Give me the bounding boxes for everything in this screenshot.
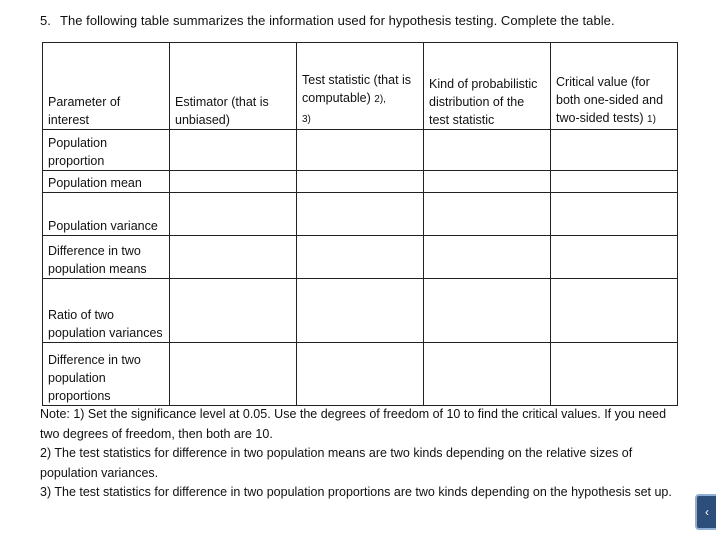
question-number: 5.: [40, 13, 51, 28]
table-row: [43, 171, 678, 193]
empty-cell[interactable]: [297, 343, 424, 406]
table-row: [43, 343, 678, 406]
row-label: Population proportion: [43, 130, 170, 171]
empty-cell[interactable]: [297, 279, 424, 343]
corner-nav-icon: ‹: [705, 505, 709, 519]
header-critical-value: Critical value (for both one-sided and two-sided tests) 1): [551, 43, 678, 130]
empty-cell[interactable]: [424, 236, 551, 279]
header-parameter: Parameter of interest: [43, 43, 170, 130]
empty-cell[interactable]: [424, 130, 551, 171]
notes-section: [40, 405, 680, 503]
empty-cell[interactable]: [170, 130, 297, 171]
row-label: Difference in two population proportions: [43, 343, 170, 406]
empty-cell[interactable]: [297, 236, 424, 279]
footnote-ref-1: 1): [647, 114, 656, 125]
empty-cell[interactable]: [170, 279, 297, 343]
empty-cell[interactable]: [170, 171, 297, 193]
empty-cell[interactable]: [297, 130, 424, 171]
hypothesis-table: [42, 42, 678, 406]
row-label: Population variance: [43, 193, 170, 236]
empty-cell[interactable]: [551, 171, 678, 193]
question-heading: [40, 13, 615, 28]
table-row: [43, 236, 678, 279]
empty-cell[interactable]: [297, 193, 424, 236]
row-label: Ratio of two population variances: [43, 279, 170, 343]
note-2: 2) The test statistics for difference in two population means are two kinds depending on the relative sizes of population variances.: [40, 446, 633, 480]
empty-cell[interactable]: [424, 171, 551, 193]
header-test-statistic: Test statistic (that is computable) 2), 3): [297, 43, 424, 130]
table-row: [43, 193, 678, 236]
table-row: [43, 279, 678, 343]
note-3: 3) The test statistics for difference in two population proportions are two kinds depending on the hypothesis set up.: [40, 485, 672, 499]
header-row: [43, 43, 678, 130]
empty-cell[interactable]: [551, 193, 678, 236]
empty-cell[interactable]: [424, 193, 551, 236]
empty-cell[interactable]: [170, 193, 297, 236]
empty-cell[interactable]: [551, 130, 678, 171]
footnote-ref-3: 3): [302, 114, 311, 125]
note-1: Note: 1) Set the significance level at 0.05. Use the degrees of freedom of 10 to find the critical values. If you need two degrees of freedom, then both are 10.: [40, 407, 667, 441]
empty-cell[interactable]: [297, 171, 424, 193]
header-estimator: Estimator (that is unbiased): [170, 43, 297, 130]
question-text: The following table summarizes the information used for hypothesis testing. Complete the table.: [59, 13, 615, 28]
corner-nav-button[interactable]: [695, 494, 716, 530]
empty-cell[interactable]: [170, 236, 297, 279]
row-label: Population mean: [43, 171, 170, 193]
row-label: Difference in two population means: [43, 236, 170, 279]
table-row: [43, 130, 678, 171]
empty-cell[interactable]: [551, 343, 678, 406]
empty-cell[interactable]: [551, 236, 678, 279]
header-distribution: Kind of probabilistic distribution of the test statistic: [424, 43, 551, 130]
empty-cell[interactable]: [170, 343, 297, 406]
empty-cell[interactable]: [424, 343, 551, 406]
footnote-ref-2: 2),: [374, 94, 386, 105]
empty-cell[interactable]: [424, 279, 551, 343]
empty-cell[interactable]: [551, 279, 678, 343]
